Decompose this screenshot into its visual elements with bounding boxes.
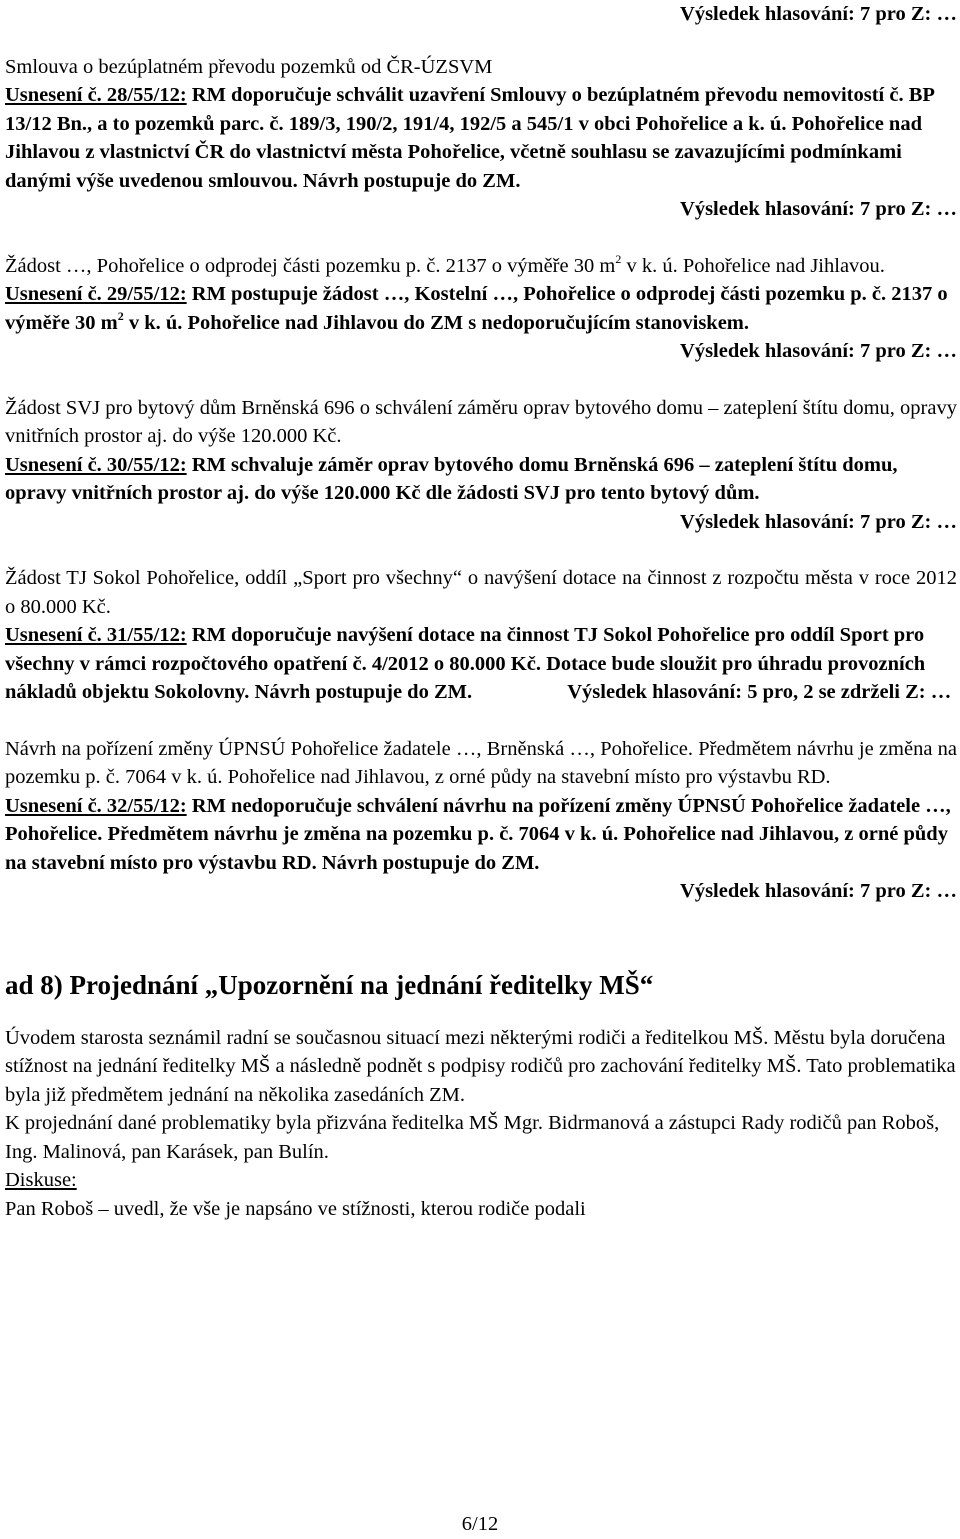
resolution-text: RM doporučuje schválit uzavření Smlouvy o bezúplatném převodu nemovitostí č. BP 13/12 Bn., a to pozemků parc. č. 189/3, 190/2, 191/4, 192/5 a 545/1 v obci Pohořelice a k. ú. Pohořelice nad Jihlavou z vlastnictví ČR do vlastnictví města Pohořelice, včetně souhlasu se zavazujícími podmínkami danými výše uvedenou smlouvou. Návrh postupuje do ZM. (5, 84, 934, 192)
resolution (5, 792, 957, 878)
vote-result: Výsledek hlasování: 7 pro Z: … (680, 510, 957, 533)
resolution-text: RM doporučuje navýšení dotace na činnost TJ Sokol Pohořelice pro oddíl Sport pro všechny v rámci rozpočtového opatření č. 4/2012 o 80.000 Kč. Dotace bude sloužit pro úhradu provozních nákladů objektu Sokolovny. Návrh postupuje do ZM. (5, 624, 926, 703)
vote-result: Výsledek hlasování: 7 pro Z: … (680, 3, 957, 25)
resolution-text: RM schvaluje záměr oprav bytového domu Brněnská 696 – zateplení štítu domu, opravy vnitřních prostor aj. do výše 120.000 Kč dle žádosti SVJ pro tento bytový dům. (5, 453, 898, 504)
vote-result: Výsledek hlasování: 5 pro, 2 se zdrželi Z: … (567, 681, 952, 703)
paragraph: K projednání dané problematiky byla přizvána ředitelka MŠ Mgr. Bidrmanová a zástupci Rady rodičů pan Roboš, Ing. Malinová, pan Karásek, pan Bulín. (5, 1112, 940, 1163)
resolution-label: Usnesení č. 31/55/12: (5, 624, 187, 646)
item-request: Žádost TJ Sokol Pohořelice, oddíl „Sport pro všechny“ o navýšení dotace na činnost z rozpočtu města v roce 2012 o 80.000 Kč. (5, 567, 957, 618)
resolution-label: Usnesení č. 30/55/12: (5, 453, 187, 476)
document-page (5, 0, 957, 1223)
vote-result: Výsledek hlasování: 7 pro Z: … (680, 198, 957, 220)
vote-result: Výsledek hlasování: 7 pro Z: … (680, 880, 957, 902)
item-title: Smlouva o bezúplatném převodu pozemků od ČR-ÚZSVM (5, 55, 493, 78)
resolution (5, 621, 957, 707)
section-heading: ad 8) Projednání „Upozornění na jednání ředitelky MŠ“ (5, 969, 654, 1000)
discussion-text: Pan Roboš – uvedl, že vše je napsáno ve stížnosti, kterou rodiče podali (5, 1197, 586, 1220)
resolution (5, 451, 957, 508)
resolution-label: Usnesení č. 28/55/12: (5, 84, 187, 106)
item-request: Žádost SVJ pro bytový dům Brněnská 696 o schválení záměru oprav bytového domu – zateplení štítu domu, opravy vnitřních prostor aj. do výše 120.000 Kč. (5, 396, 957, 447)
item-request: Žádost …, Pohořelice o odprodej části pozemku p. č. 2137 o výměře 30 $m^2$ v k. ú. Pohořelice nad Jihlavou. (5, 251, 885, 277)
resolution: Usnesení č. 29/55/12: RM postupuje žádost …, Kostelní …, Pohořelice o odprodej části pozemku p. č. 2137 o výměře 30 $m^2$ v k. ú. Pohořelice nad Jihlavou do ZM s nedoporučujícím stanoviskem. (5, 283, 948, 334)
resolution-label: Usnesení č. 29/55/12: (5, 283, 187, 305)
paragraph: Úvodem starosta seznámil radní se současnou situací mezi některými rodiči a ředitelkou MŠ. Městu byla doručena stížnost na jednání ředitelky MŠ a následně podnět s podpisy rodičů pro zachování ředitelky MŠ. Tato problematika byla již předmětem jednání na několika zasedáních ZM. (5, 1026, 956, 1106)
page-number: 6/12 (461, 1513, 499, 1535)
discussion-label: Diskuse: (5, 1169, 77, 1191)
vote-result: Výsledek hlasování: 7 pro Z: … (680, 340, 957, 362)
resolution (5, 81, 957, 195)
item-request: Návrh na pořízení změny ÚPNSÚ Pohořelice žadatele …, Brněnská …, Pohořelice. Předmětem návrhu je změna na pozemku p. č. 7064 v k. ú. Pohořelice nad Jihlavou, z orné půdy na stavební místo pro výstavbu RD. (5, 737, 957, 788)
resolution-label: Usnesení č. 32/55/12: (5, 794, 187, 817)
resolution-text: RM nedoporučuje schválení návrhu na pořízení změny ÚPNSÚ Pohořelice žadatele …, Pohořelice. Předmětem návrhu je změna na pozemku p. č. 7064 v k. ú. Pohořelice nad Jihlavou, z orné půdy na stavební místo pro výstavbu RD. Návrh postupuje do ZM. (5, 794, 951, 874)
